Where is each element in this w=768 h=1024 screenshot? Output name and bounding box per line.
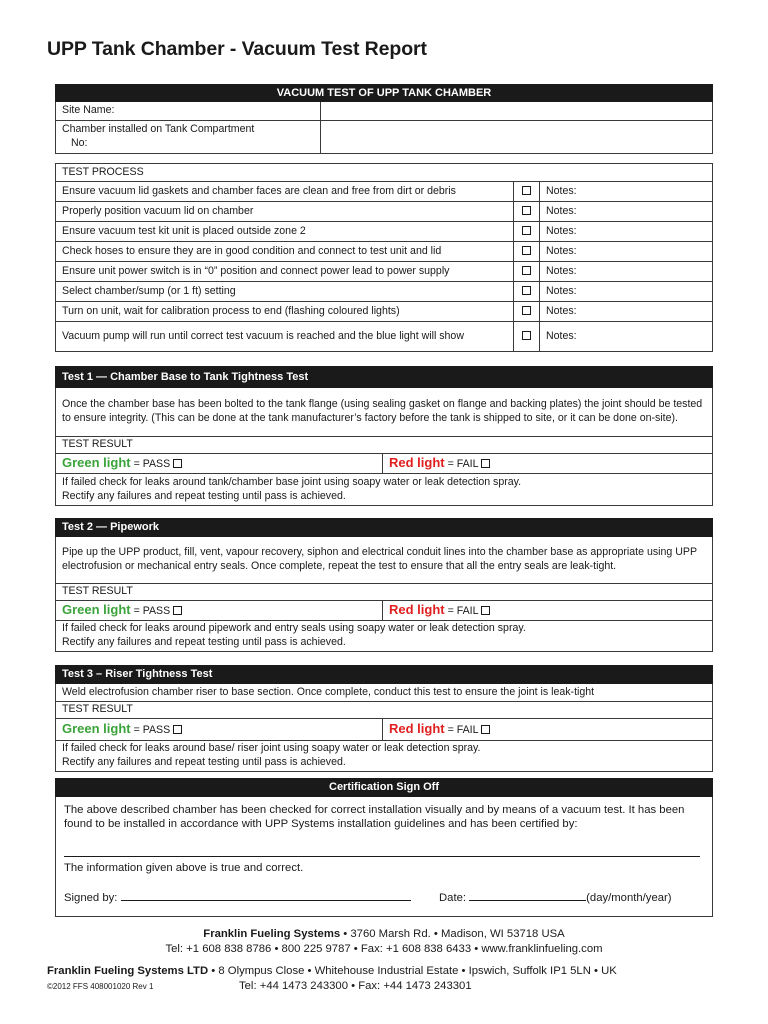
- notes-field[interactable]: Notes:: [540, 262, 713, 282]
- certification-text: The above described chamber has been checked for correct installation visually and by means of a vacuum test. It has been found to be installed in accordance with UPP Systems installation guidelines and has been certified by:: [64, 804, 685, 831]
- fail-cell: [383, 454, 713, 474]
- pass-checkbox[interactable]: [173, 459, 182, 468]
- fail-checkbox[interactable]: [481, 606, 490, 615]
- failed-line1: If failed check for leaks around pipework and entry seals using soapy water or leak detection spray.: [62, 622, 526, 635]
- test2-title: Test 2 — Pipework: [56, 519, 713, 537]
- process-step: [56, 322, 713, 352]
- process-step: [56, 182, 713, 202]
- date-label: Date:: [439, 892, 467, 905]
- fail-checkbox[interactable]: [481, 725, 490, 734]
- notes-field[interactable]: Notes:: [540, 182, 713, 202]
- process-step-text: Check hoses to ensure they are in good condition and connect to test unit and lid: [56, 242, 514, 262]
- green-light-label: Green light: [62, 602, 131, 618]
- step-checkbox[interactable]: [522, 186, 531, 195]
- process-step: [56, 262, 713, 282]
- notes-field[interactable]: Notes:: [540, 322, 713, 352]
- failed-line2: Rectify any failures and repeat testing until pass is achieved.: [62, 489, 346, 502]
- failed-instructions: [56, 474, 713, 506]
- test-result-header: TEST RESULT: [56, 584, 713, 601]
- fail-label: = FAIL: [447, 458, 479, 471]
- pass-cell: [56, 454, 383, 474]
- failed-line2: Rectify any failures and repeat testing until pass is achieved.: [62, 756, 346, 768]
- test-result-header: TEST RESULT: [56, 437, 713, 454]
- red-light-label: Red light: [389, 602, 445, 618]
- date-field: [439, 891, 672, 905]
- certification-body: [56, 797, 713, 917]
- signed-by-field: [64, 891, 439, 905]
- us-address-line: [0, 928, 768, 940]
- test-process-header: TEST PROCESS: [56, 164, 713, 182]
- site-info-table: [55, 84, 713, 154]
- process-step-text: Ensure vacuum lid gaskets and chamber faces are clean and free from dirt or debris: [56, 182, 514, 202]
- certified-by-line[interactable]: [64, 847, 700, 857]
- process-step-text: Select chamber/sump (or 1 ft) setting: [56, 282, 514, 302]
- notes-field[interactable]: Notes:: [540, 302, 713, 322]
- uk-address-line: [47, 965, 747, 977]
- red-light-label: Red light: [389, 455, 445, 471]
- step-checkbox[interactable]: [522, 331, 531, 340]
- process-step: [56, 302, 713, 322]
- test2-description: Pipe up the UPP product, fill, vent, vapour recovery, siphon and electrical conduit lines into the chamber base as appropriate using UPP electrofusion or mechanical entry seals. Once complete, repeat the test to ensure that all the entry seals are leak-tight.: [56, 537, 713, 584]
- notes-field[interactable]: Notes:: [540, 222, 713, 242]
- chamber-label-line1: Chamber installed on Tank Compartment: [62, 123, 255, 136]
- step-checkbox[interactable]: [522, 246, 531, 255]
- us-phones: Tel: +1 608 838 8786 • 800 225 9787 • Fax: +1 608 838 6433 • www.franklinfueling.com: [165, 943, 603, 955]
- process-step: [56, 202, 713, 222]
- process-step: [56, 282, 713, 302]
- date-format-label: (day/month/year): [586, 892, 672, 905]
- us-address: • 3760 Marsh Rd. • Madison, WI 53718 USA: [340, 928, 565, 940]
- failed-line1: If failed check for leaks around base/ riser joint using soapy water or leak detection spray.: [62, 742, 481, 755]
- chamber-label-line2: No:: [71, 137, 88, 149]
- pass-cell: [56, 719, 383, 741]
- fail-label: = FAIL: [447, 605, 479, 618]
- failed-instructions: [56, 621, 713, 652]
- pass-cell: [56, 601, 383, 621]
- signature-line[interactable]: [121, 891, 411, 901]
- failed-instructions: [56, 741, 713, 772]
- fail-cell: [383, 719, 713, 741]
- step-checkbox[interactable]: [522, 286, 531, 295]
- green-light-label: Green light: [62, 455, 131, 471]
- process-step-text: Ensure unit power switch is in “0” position and connect power lead to power supply: [56, 262, 514, 282]
- fail-cell: [383, 601, 713, 621]
- test1-title: Test 1 — Chamber Base to Tank Tightness Test: [56, 367, 713, 388]
- red-light-label: Red light: [389, 721, 445, 737]
- page-title: UPP Tank Chamber - Vacuum Test Report: [47, 38, 427, 60]
- pass-checkbox[interactable]: [173, 725, 182, 734]
- chamber-compartment-field[interactable]: [321, 121, 713, 154]
- notes-field[interactable]: Notes:: [540, 242, 713, 262]
- pass-label: = PASS: [133, 458, 171, 471]
- site-name-label: Site Name:: [56, 102, 321, 121]
- test3-description: Weld electrofusion chamber riser to base section. Once complete, conduct this test to ensure the joint is leak-tight: [56, 684, 713, 702]
- process-step-text: Vacuum pump will run until correct test vacuum is reached and the blue light will show: [56, 322, 514, 352]
- site-name-field[interactable]: [321, 102, 713, 121]
- uk-address: • 8 Olympus Close • Whitehouse Industrial Estate • Ipswich, Suffolk IP1 5LN • UK: [208, 965, 617, 977]
- process-step-text: Turn on unit, wait for calibration process to end (flashing coloured lights): [56, 302, 514, 322]
- failed-line1: If failed check for leaks around tank/chamber base joint using soapy water or leak detection spray.: [62, 475, 522, 488]
- test2-table: [55, 518, 713, 652]
- step-checkbox[interactable]: [522, 206, 531, 215]
- fail-label: = FAIL: [447, 724, 479, 737]
- process-step: [56, 242, 713, 262]
- certification-table: [55, 778, 713, 917]
- true-statement: The information given above is true and correct.: [64, 862, 304, 875]
- process-step-text: Properly position vacuum lid on chamber: [56, 202, 514, 222]
- certification-title: Certification Sign Off: [56, 779, 713, 797]
- process-step-text: Ensure vacuum test kit unit is placed outside zone 2: [56, 222, 514, 242]
- us-company-name: Franklin Fueling Systems: [203, 928, 341, 940]
- failed-line2: Rectify any failures and repeat testing until pass is achieved.: [62, 636, 346, 648]
- date-line[interactable]: [469, 891, 586, 901]
- step-checkbox[interactable]: [522, 226, 531, 235]
- signature-row: [64, 891, 704, 905]
- test3-table: [55, 665, 713, 772]
- document-reference: ©2012 FFS 408001020 Rev 1: [47, 982, 154, 991]
- chamber-compartment-label: [56, 121, 321, 154]
- notes-field[interactable]: Notes:: [540, 282, 713, 302]
- pass-label: = PASS: [133, 605, 171, 618]
- green-light-label: Green light: [62, 721, 131, 737]
- notes-field[interactable]: Notes:: [540, 202, 713, 222]
- step-checkbox[interactable]: [522, 306, 531, 315]
- test1-table: [55, 366, 713, 506]
- test-process-table: [55, 163, 713, 352]
- pass-label: = PASS: [133, 724, 171, 737]
- uk-phones: Tel: +44 1473 243300 • Fax: +44 1473 243301: [239, 980, 472, 992]
- uk-company-name: Franklin Fueling Systems LTD: [47, 965, 209, 977]
- site-info-header: VACUUM TEST OF UPP TANK CHAMBER: [56, 85, 713, 102]
- signed-by-label: Signed by:: [64, 892, 118, 905]
- process-step: [56, 222, 713, 242]
- fail-checkbox[interactable]: [481, 459, 490, 468]
- test-result-header: TEST RESULT: [56, 702, 713, 719]
- pass-checkbox[interactable]: [173, 606, 182, 615]
- test3-title: Test 3 – Riser Tightness Test: [56, 666, 713, 684]
- step-checkbox[interactable]: [522, 266, 531, 275]
- test1-description: Once the chamber base has been bolted to the tank flange (using sealing gasket on flange and backing plates) the joint should be tested to ensure integrity. (This can be done at the tank manufacturer’s factory before the tank is shipped to site, or it can be done on-site).: [56, 388, 713, 437]
